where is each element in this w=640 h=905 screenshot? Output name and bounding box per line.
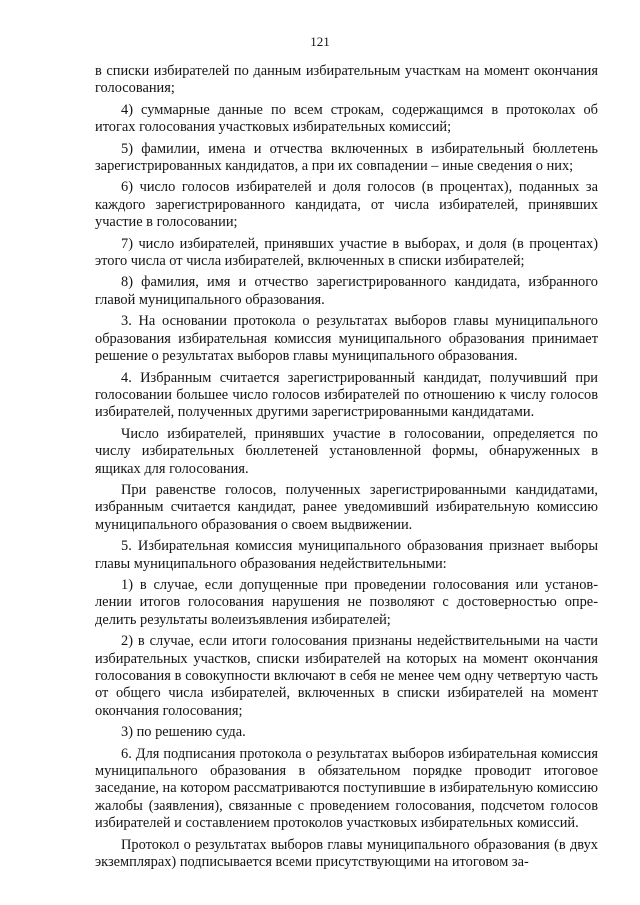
paragraph-item-8: 8) фамилия, имя и отчество зарегистрированного кандидата, избранного главой муниципального образования. — [95, 274, 598, 308]
paragraph-voter-count: Число избирателей, принявших участие в голосовании, определяется по числу избирательных бюллетеней установленной формы, обнаруженных в ящиках для голосования. — [95, 425, 598, 477]
paragraph-case-3: 3) по решению суда. — [121, 724, 246, 741]
paragraph-case-1: 1) в случае, если допущенные при проведении голосования или установлении итогов голосования нарушения не позволяют с достоверностью определить результаты волеизъявления избирателей; — [95, 576, 598, 628]
paragraph-item-4: 4) суммарные данные по всем строкам, содержащимся в протоколах об итогах голосования участковых избирательных комиссий; — [95, 101, 598, 136]
paragraph-equal-votes: При равенстве голосов, полученных зарегистрированными кандидатами, избранным считается кандидат, ранее уведомивший избирательную комиссию муниципального образования о своем выдвижении. — [95, 481, 598, 533]
paragraph-item-5: 5) фамилии, имена и отчества включенных в избирательный бюллетень зарегистрированных кандидатов, а при их совпадении – иные сведения о них; — [95, 140, 598, 175]
paragraph-continuation: в списки избирателей по данным избирательным участкам на момент окончания голосования; — [95, 63, 598, 97]
paragraph-section-5: 5. Избирательная комиссия муниципального образования признает выборы главы муниципального образования недействительными: — [95, 538, 598, 572]
paragraph-item-7: 7) число избирателей, принявших участие в выборах, и доля (в процентах) этого числа от числа избирателей, включенных в списки избирателей; — [95, 235, 598, 270]
page-number: 121 — [310, 34, 330, 49]
paragraph-case-2: 2) в случае, если итоги голосования признаны недействительными на части избирательных участков, списки избирателей на которых на момент окончания голосования в совокупности включают в себя не менее чем одну четвертую часть от общего числа избирателей, включенных в списки избирателей на момент окончания голосования; — [95, 633, 598, 719]
paragraph-section-6: 6. Для подписания протокола о результатах выборов избирательная комиссия муниципального образования в обязательном порядке проводит итоговое заседание, на котором рассматриваются поступившие в избирательную комиссию жалобы (заявления), связанные с проведением голосования, подсчетом голосов избирателей и составлением протоколов участковых избирательных комиссий. — [95, 745, 598, 832]
paragraph-section-3: 3. На основании протокола о результатах выборов главы муниципального образования избирательная комиссия муниципального образования принимает решение о результатах выборов главы муниципального образования. — [95, 313, 598, 365]
paragraph-section-4: 4. Избранным считается зарегистрированный кандидат, получивший при голосовании большее число голосов избирателей по отношению к числу голосов избирателей, полученных другими зарегистрированными кандидатами. — [95, 369, 598, 421]
paragraph-protocol-signing: Протокол о результатах выборов главы муниципального образования (в двух экземплярах) подписывается всеми присутствующими на итоговом за- — [95, 836, 598, 871]
paragraph-item-6: 6) число голосов избирателей и доля голосов (в процентах), поданных за каждого зарегистрированного кандидата, от числа избирателей, принявших участие в голосовании; — [95, 179, 598, 231]
document-body — [95, 63, 598, 871]
